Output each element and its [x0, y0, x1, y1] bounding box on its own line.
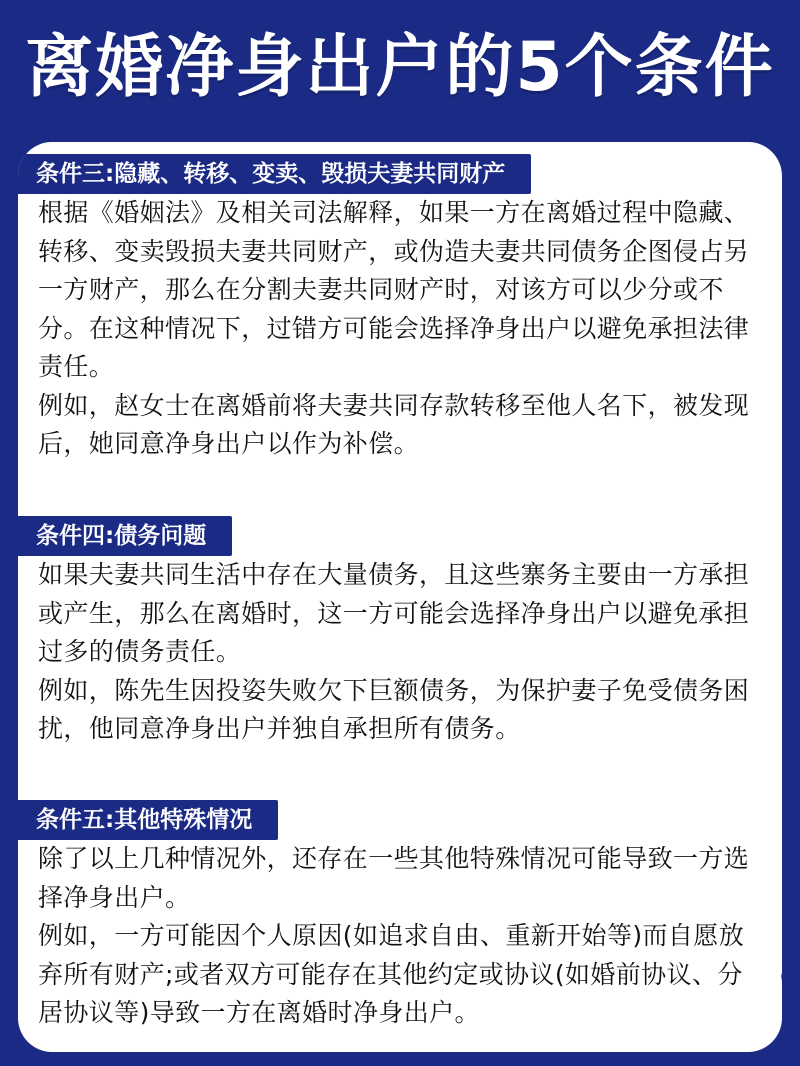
section-heading: 条件五:其他特殊情况: [18, 800, 278, 840]
section-condition-4: [18, 516, 782, 749]
paragraph: 如果夫妻共同生活中存在大量债务，且这些寨务主要由一方承担或产生，那么在离婚时，这一方可能会选择净身出户以避免承担过多的债务责任。: [38, 560, 750, 666]
section-condition-3: [18, 154, 782, 464]
section-condition-5: [18, 800, 782, 1033]
example-paragraph: 例如，一方可能因个人原因(如追求自由、重新开始等)而自愿放弃所有财产;或者双方可能存在其他约定或协议(如婚前协议、分居协议等)导致一方在离婚时净身出户。: [38, 921, 745, 1027]
example-paragraph: 例如，赵女士在离婚前将夫妻共同存款转移至他人名下，被发现后，她同意净身出户以作为补偿。: [38, 390, 750, 458]
paragraph: 根据《婚姻法》及相关司法解释，如果一方在离婚过程中隐藏、转移、变卖毁损夫妻共同财产，或伪造夫妻共同债务企图侵占另一方财产，那么在分割夫妻共同财产时，对该方可以少分或不分。在这种情况下，过错方可能会选择净身出户以避免承担法律责任。: [38, 198, 750, 381]
paragraph: 除了以上几种情况外，还存在一些其他特殊情况可能导致一方选择净身出户。: [38, 844, 750, 912]
section-heading: 条件四:债务问题: [18, 516, 232, 556]
wave-decoration-icon: [754, 956, 800, 1026]
content-card: [18, 142, 782, 1052]
example-paragraph: 例如，陈先生因投姿失败欠下巨额债务，为保护妻子免受债务困扰，他同意净身出户并独自承担所有债务。: [38, 675, 750, 743]
page-title: 离婚净身出户的5个条件: [25, 28, 775, 107]
section-heading: 条件三:隐藏、转移、变卖、毁损夫妻共同财产: [18, 154, 531, 194]
